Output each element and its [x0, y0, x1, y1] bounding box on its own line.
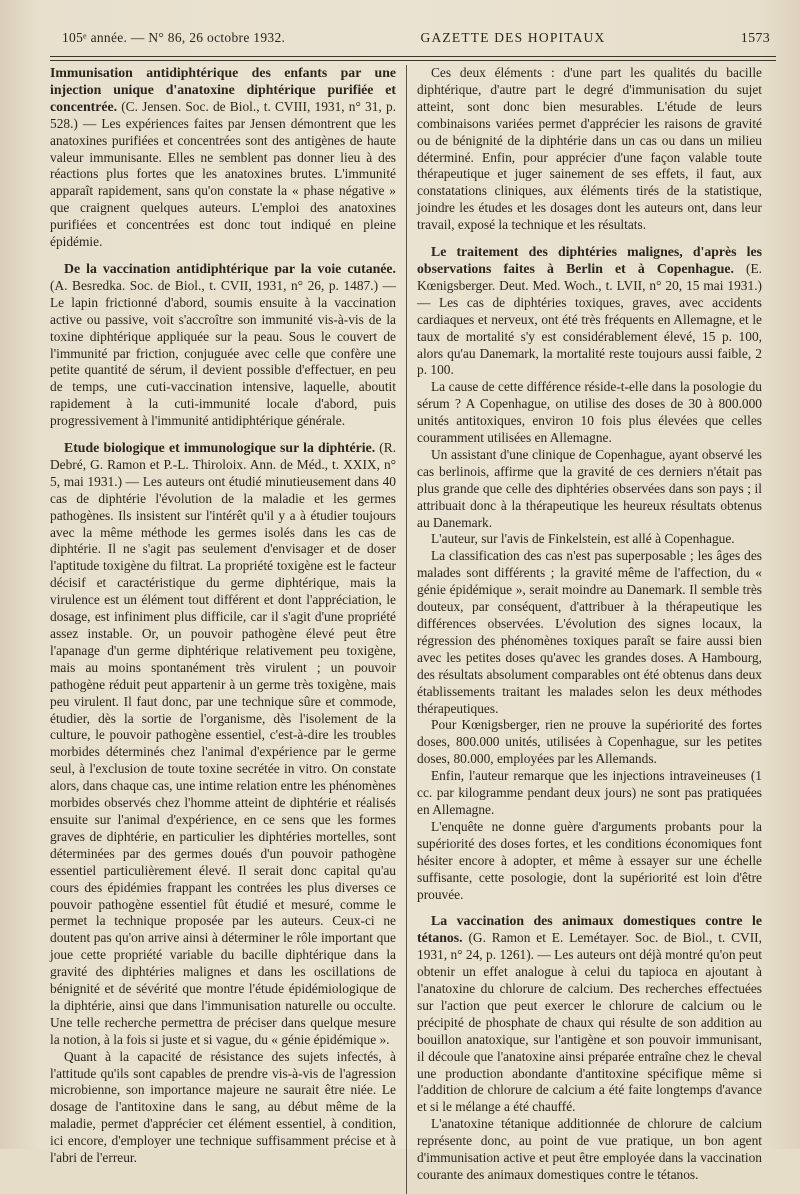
- article-title: De la vaccination antidiphtérique par la voie cutanée.: [64, 260, 396, 276]
- left-column: [50, 65, 406, 1194]
- article-paragraph: L'anatoxine tétanique additionnée de chlorure de calcium représente donc, au point de vue pratique, un bon agent d'immunisation active et peut être employée dans la vaccination courante des animaux domestiques contre le tétanos.: [417, 1116, 762, 1182]
- header-rule: [50, 56, 776, 57]
- article-vaccination-tetanos: [417, 913, 762, 1184]
- article-title: La vaccination des animaux domestiques contre le tétanos.: [417, 913, 762, 946]
- article-title: Le traitement des diphtéries malignes, d'après les observations faites à Berlin et à Copenhague.: [417, 244, 762, 276]
- article-reference: (R. Debré, G. Ramon et P.-L. Thiroloix. Ann. de Méd., t. XXIX, n° 5, mai 1931.) —: [50, 440, 397, 489]
- article-body: Les auteurs ont étudié minutieusement dans 40 cas de diphtérie l'évolution de la maladie et les germes pathogènes. Ils insistent sur l'intérêt qu'il y a à étudier toujours avec la même méthode les germes isolés dans les cas de diphtérie. Il ne s'agit pas seulement d'envisager et de doser l'aptitude toxigène du filtrat. La propriété toxigène est le facteur décisif et caractéristique du germe diphtérique, mais la virulence est un élément tout différent et dont l'appréciation, le dosage, est infiniment plus difficile, car il s'agit d'une propriété assez instable. Or, un pouvoir pathogène élevé peut être l'apanage d'un germe diphtérique relativement peu toxigène, mais au moins spontanément très virulent ; un pouvoir pathogène réduit peut appartenir à un germe très toxigène, mais peu virulent. Il faut donc, par une technique sûre et commode, étudier, dès la sortie de l'organisme, dès l'isolement de la culture, le pouvoir pathogène essentiel, c'est-à-dire les troubles morbides déterminés chez l'animal d'expérience par le germe seul, à l'exclusion de toute toxine secrétée in vitro. On constate alors, dans chaque cas, une intime relation entre les phénomènes morbides observés chez l'homme atteint de diphtérie et réalisés ensuite sur l'animal d'expérience, en ce sens que les formes graves de diphtérie, en particulier les diphtéries mortelles, sont déterminées par des germes doués d'un pouvoir pathogène essentiel particulièrement élevé. Il serait donc capital qu'au cours des épidémies frappant les contrées les plus diverses ce pouvoir pathogène essentiel fût étudié et mesuré, comme le permet la technique proposée par les auteurs. Ceux-ci ne doutent pas qu'on arrive ainsi à déterminer le rôle important que joue cette propriété variable du bacille diphtérique dans la gravité des diphtéries malignes et dans les oscillations de bénignité et de sévérité que montre l'étude épidémiologique de la diphtérie, ainsi que dans l'immunisation naturelle ou occulte. Une telle recherche permettra de préciser dans quelque mesure la notion, à la fois si juste et si vague, du « génie épidémique ».: [50, 473, 396, 1047]
- article-reference: (G. Ramon et E. Lemétayer. Soc. de Biol., t. CVII, 1931, n° 24, p. 1261). —: [417, 930, 762, 963]
- article-paragraph: [417, 913, 762, 1116]
- article-paragraph: L'enquête ne donne guère d'arguments probants pour la supériorité des doses fortes, et les conditions économiques font hésiter encore à adopter, et même à essayer sur une échelle suffisante, cette posologie, dont la supériorité est loin d'être prouvée.: [417, 818, 762, 902]
- article-reference: (C. Jensen. Soc. de Biol., t. CVIII, 1931, n° 31, p. 528.) —: [50, 98, 396, 131]
- article-body: Les cas de diphtéries toxiques, graves, avec accidents cardiaques et nerveux, ont été très fréquents en Allemagne, et le taux de mortalité s'y est considérablement élevé, 15 p. 100, alors qu'au Danemark, la mortalité reste toujours aussi faible, 2 p. 100.: [417, 294, 762, 378]
- article-paragraph: [50, 261, 396, 430]
- article-paragraph: La cause de cette différence réside-t-elle dans la posologie du sérum ? A Copenhague, on utilise des doses de 30 à 800.000 unités antitoxiques, environ 10 fois plus élevées que celles couramment utilisées en Allemagne.: [417, 379, 762, 446]
- article-title: Etude biologique et immunologique sur la diphtérie.: [64, 440, 376, 456]
- right-column: [406, 65, 762, 1194]
- article-paragraph: La classification des cas n'est pas superposable ; les âges des malades sont différents ; la gravité même de l'affection, du « génie épidémique », serait moindre au Danemark. Il semble très douteux, par conséquent, d'attribuer à la thérapeutique les différences observées. L'évolution des signes locaux, la régression des phénomènes toxiques paraît se faire aussi bien avec les petites doses qu'avec les grandes doses. A Hambourg, des résultats absolument comparables ont été obtenus dans deux établissements traitant les malades selon les deux méthodes thérapeutiques.: [417, 548, 762, 716]
- article-paragraph: Enfin, l'auteur remarque que les injections intraveineuses (1 cc. par kilogramme pendant deux jours) ne sont pas pratiquées en Allemagne.: [417, 768, 762, 817]
- article-diphteries-malignes: [417, 244, 762, 903]
- journal-title: GAZETTE DES HOPITAUX: [420, 30, 606, 45]
- article-paragraph: [50, 440, 396, 1049]
- article-body: Les auteurs ont déjà montré qu'on peut obtenir un effet analogue à celui du tapioca en ajoutant à l'anatoxine du chlorure de calcium. Des recherches effectuées sur l'action que peut exercer le chlorure de calcium ou le précipité de phosphate de chaux qui résulte de son addition au bouillon anatoxique, sur l'antigène et son pouvoir immunisant, il découle que l'anatoxine ainsi préparée entraîne chez le cheval une production abondante d'antitoxine spécifique même si l'addition de chlorure de calcium a été faite longtemps d'avance et si le mélange a été chauffé.: [417, 947, 762, 1115]
- header-rule-thin: [50, 60, 776, 61]
- article-paragraph: Quant à la capacité de résistance des sujets infectés, à l'attitude qu'ils sont capables de prendre vis-à-vis de l'agression microbienne, son importance majeure ne saurait être niée. Le dosage de l'antitoxine dans le sang, au début même de la maladie, permet d'apprécier cet élément essentiel, à condition, ici encore, d'employer une technique suffisamment précise et à l'abri de l'erreur.: [50, 1048, 396, 1166]
- article-paragraph: L'auteur, sur l'avis de Finkelstein, est allé à Copenhague.: [431, 531, 735, 547]
- article-reference: (A. Besredka. Soc. de Biol., t. CVII, 1931, n° 26, p. 1487.) —: [50, 277, 396, 293]
- article-paragraph: Pour Kœnigsberger, rien ne prouve la supériorité des fortes doses, 800.000 unités, utilisées à Copenhague, sur les petites doses, 80.000, employées par les Allemands.: [417, 717, 762, 767]
- article-paragraph: [50, 65, 396, 251]
- article-paragraph: Un assistant d'une clinique de Copenhague, ayant observé les cas berlinois, affirme que la gravité de ces derniers n'était pas plus grande que celle des diphtéries observées dans son pays ; il attribuait donc à la thérapeutique les heureux résultats obtenus au Danemark.: [417, 446, 762, 530]
- article-paragraph: Ces deux éléments : d'une part les qualités du bacille diphtérique, d'autre part le degré d'immunisation du sujet atteint, sont donc bien mesurables. L'étude de leurs combinaisons variées permet d'apprécier les raisons de gravité ou de bénignité de la diphtérie dans un cas ou dans un milieu déterminé. Enfin, pour apprécier d'une façon valable toute thérapeutique et juger sainement de ses effets, il faut, aux constatations cliniques, aux éléments tirés de la statistique, joindre les études et les dosages dont les auteurs ont, dans leur travail, exposé la technique et les résultats.: [417, 65, 762, 233]
- running-head: [50, 30, 776, 52]
- article-immunisation-anatoxine: [50, 65, 396, 251]
- article-reference: (E. Kœnigsberger. Deut. Med. Woch., t. LVII, n° 20, 15 mai 1931.) —: [417, 260, 762, 310]
- article-etude-biologique: [50, 440, 396, 1167]
- article-title: Immunisation antidiphtérique des enfants par une injection unique d'anatoxine diphtérique purifiée et concentrée.: [50, 65, 396, 114]
- article-body: Le lapin frictionné d'abord, soumis ensuite à la vaccination active ou passive, voit s'accroître son immunité vis-à-vis de la toxine diphtérique appliquée sur la peau. Sous le couvert de l'immunité par friction, conjuguée avec celle que confère une petite quantité de sérum, il devient possible d'effectuer, en peu de temps, une cuti-vaccination intensive, laquelle, aboutit rapidement à la cuti-immunité locale d'abord, puis progressivement à l'immunité antidiphtérique générale.: [50, 294, 396, 429]
- article-vaccination-cutanee: [50, 261, 396, 430]
- article-paragraph: [417, 244, 762, 379]
- article-body: Les expériences faites par Jensen démontrent que les anatoxines purifiées et concentrées sont des antigènes de haute valeur immunisante. Elles ne semblent pas donner lieu à des réactions plus fortes que les anatoxines brutes. L'immunité apparaît rapidement, sans qu'on constate la « phase négative » que craignent quelques auteurs. L'emploi des anatoxines purifiées et concentrées est donc tout indiqué en pleine épidémie.: [50, 115, 396, 250]
- issue-info: 105ᵉ année. — N° 86, 26 octobre 1932.: [62, 30, 286, 45]
- two-column-body: [50, 65, 776, 1194]
- article-continuation: [417, 65, 762, 234]
- page-number: 1573: [740, 31, 770, 46]
